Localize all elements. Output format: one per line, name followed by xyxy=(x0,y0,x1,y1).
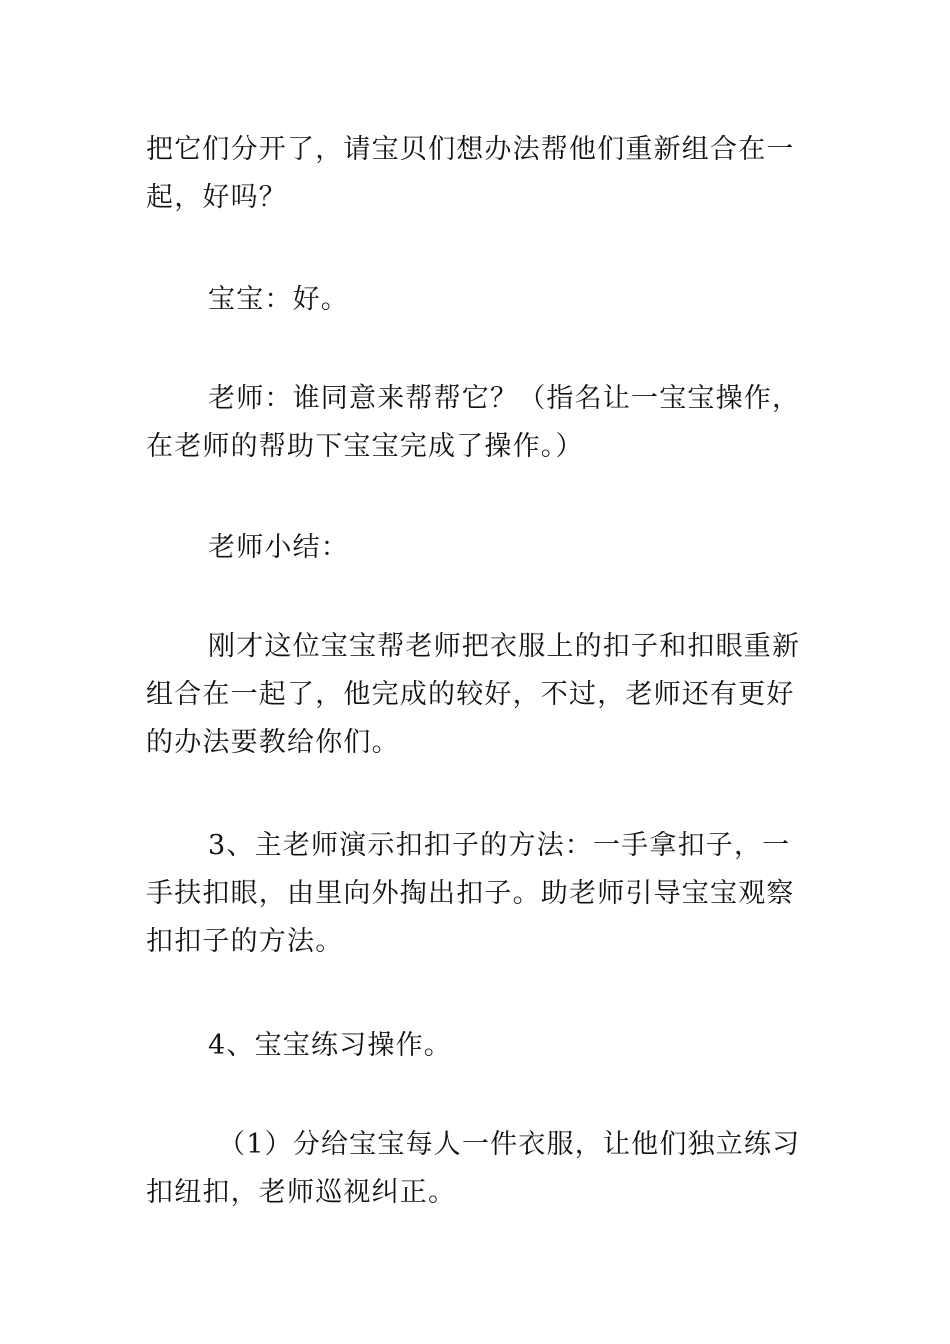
paragraph-3: 老师：谁同意来帮帮它？（指名让一宝宝操作，在老师的帮助下宝宝完成了操作。） xyxy=(146,383,801,462)
paragraph-8: （1）分给宝宝每人一件衣服，让他们独立练习扣纽扣，老师巡视纠正。 xyxy=(146,1129,801,1208)
paragraph-1: 把它们分开了，请宝贝们想办法帮他们重新组合在一起，好吗？ xyxy=(146,134,795,213)
paragraph-4: 老师小结： xyxy=(208,532,349,563)
paragraph-2: 宝宝：好。 xyxy=(208,284,349,315)
paragraph-5: 刚才这位宝宝帮老师把衣服上的扣子和扣眼重新组合在一起了，他完成的较好，不过，老师还有更好的办法要教给你们。 xyxy=(146,631,801,758)
paragraph-6: 3、主老师演示扣扣子的方法：一手拿扣子，一手扶扣眼，由里向外掏出扣子。助老师引导宝宝观察扣扣子的方法。 xyxy=(146,830,795,957)
paragraph-7: 4、宝宝练习操作。 xyxy=(208,1030,452,1061)
